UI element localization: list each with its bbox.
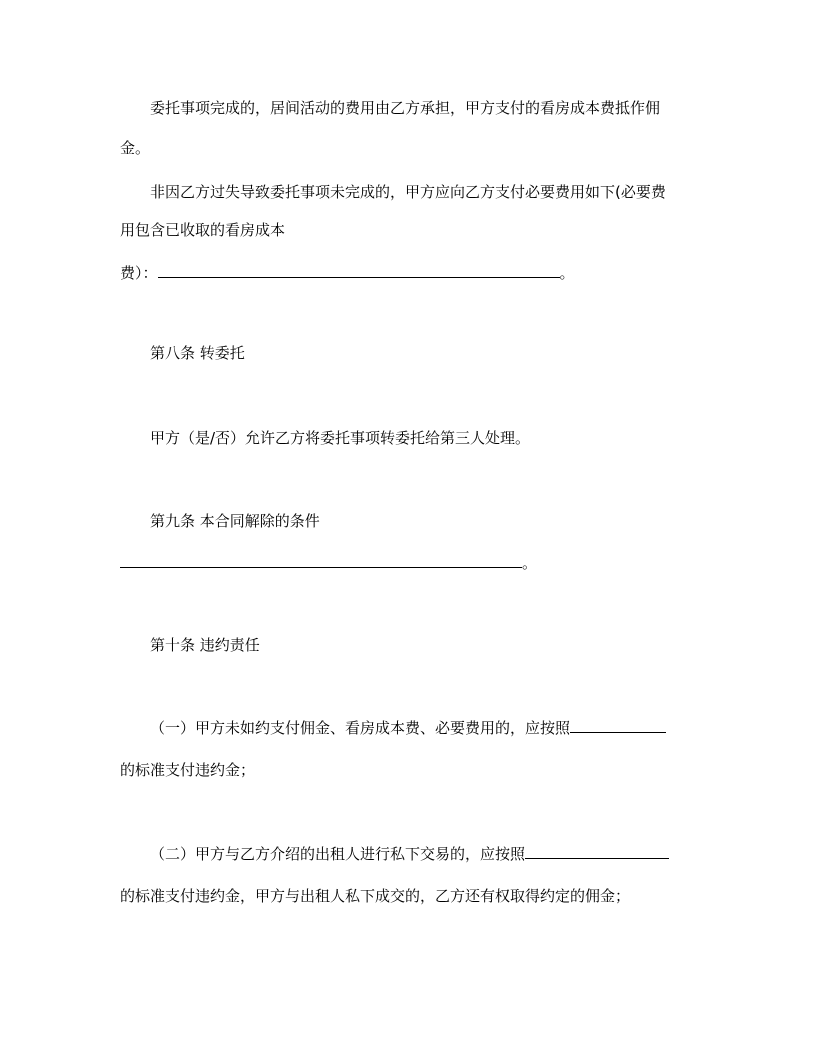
article9-heading: 第九条 本合同解除的条件 xyxy=(150,512,320,530)
fee-blank[interactable] xyxy=(158,263,560,278)
para1-line2: 金。 xyxy=(120,139,151,157)
para2-line1: 非因乙方过失导致委托事项未完成的，甲方应向乙方支付必要费用如下(必要费 xyxy=(150,183,666,201)
article10-item2-line2: 的标准支付违约金，甲方与出租人私下成交的，乙方还有权取得约定的佣金； xyxy=(120,887,631,905)
item2-penalty-blank[interactable] xyxy=(525,844,669,859)
para2-line3-suffix: 。 xyxy=(559,264,575,282)
article10-item2-line1 xyxy=(150,844,669,864)
para2-line3 xyxy=(120,263,575,283)
article9-blank-line xyxy=(120,553,537,573)
para2-line2: 用包含已收取的看房成本 xyxy=(120,221,286,239)
article10-item1-text: （一）甲方未如约支付佣金、看房成本费、必要费用的，应按照 xyxy=(150,719,571,737)
para1-line1: 委托事项完成的，居间活动的费用由乙方承担，甲方支付的看房成本费抵作佣 xyxy=(150,99,661,117)
termination-conditions-blank[interactable] xyxy=(120,553,522,568)
para2-line3-prefix: 费）： xyxy=(120,264,158,282)
article10-heading: 第十条 违约责任 xyxy=(150,636,260,654)
article8-body: 甲方（是/否）允许乙方将委托事项转委托给第三人处理。 xyxy=(150,429,531,447)
article10-item1-line1 xyxy=(150,718,666,738)
article9-blank-suffix: 。 xyxy=(522,554,538,572)
article10-item2-text: （二）甲方与乙方介绍的出租人进行私下交易的，应按照 xyxy=(150,845,526,863)
article10-item1-line2: 的标准支付违约金； xyxy=(120,761,256,779)
article8-heading: 第八条 转委托 xyxy=(150,344,245,362)
item1-penalty-blank[interactable] xyxy=(570,718,666,733)
